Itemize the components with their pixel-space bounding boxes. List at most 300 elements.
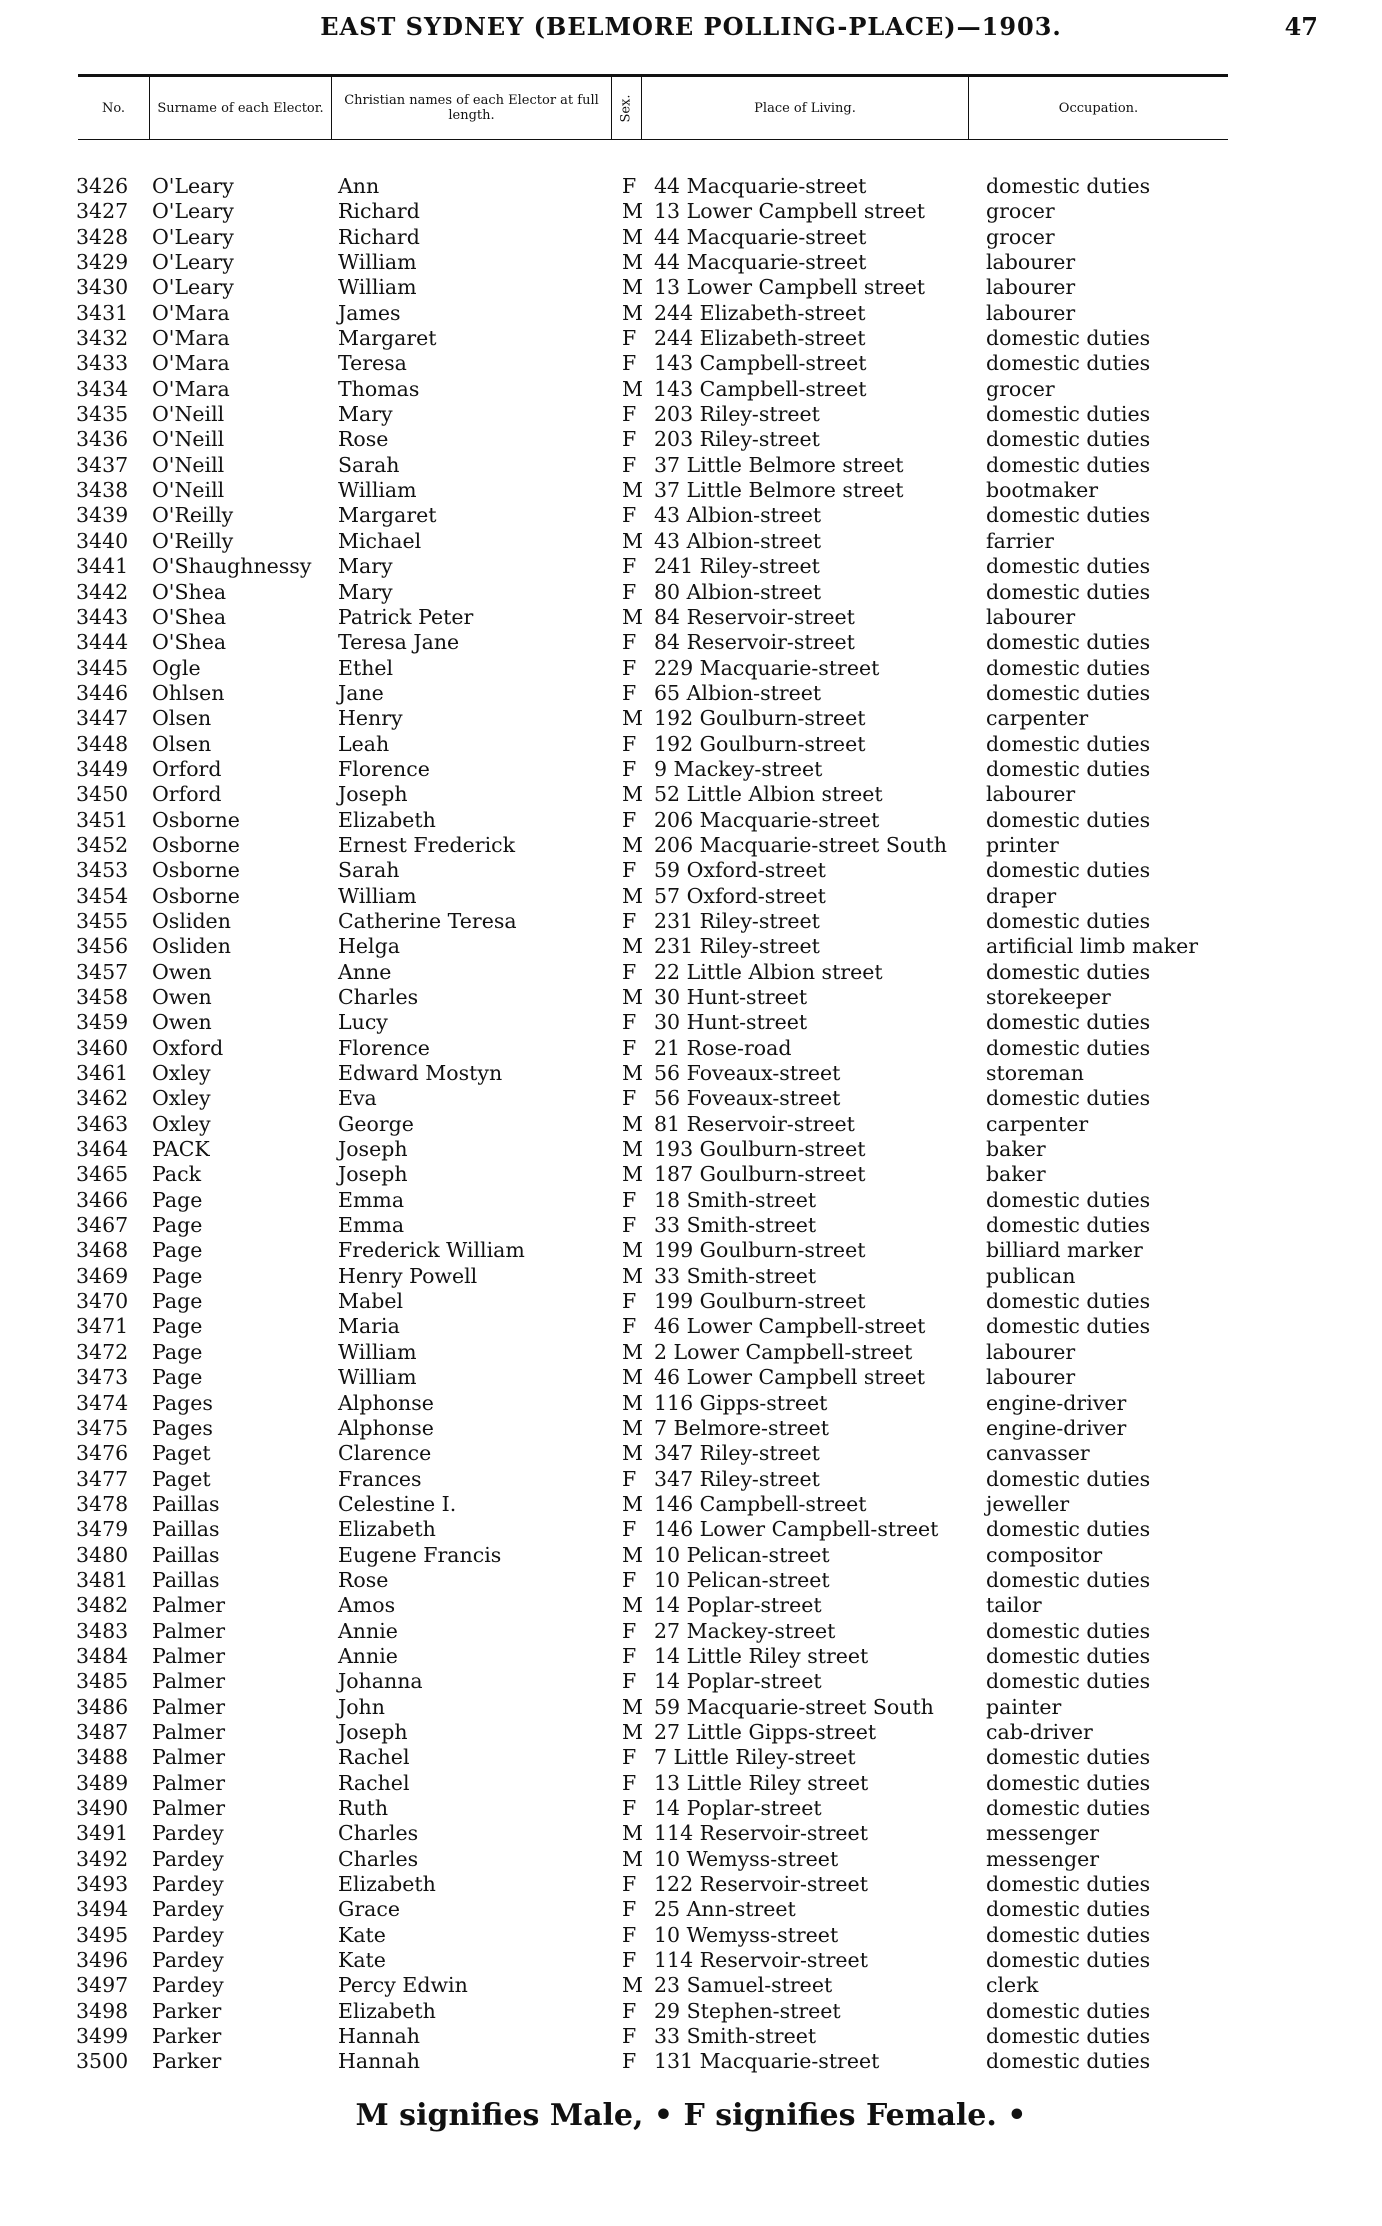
- elector-number: 3444: [76, 630, 129, 655]
- elector-occupation: baker: [986, 1137, 1046, 1162]
- elector-number: 3472: [76, 1339, 129, 1364]
- elector-sex: F: [622, 630, 637, 655]
- elector-christian-names: William: [338, 478, 417, 503]
- elector-christian-names: Catherine Teresa: [338, 908, 517, 933]
- elector-place-of-living: 143 Campbell-street: [654, 376, 867, 401]
- elector-occupation: labourer: [986, 1339, 1076, 1364]
- elector-number: 3469: [76, 1263, 129, 1288]
- elector-sex: M: [622, 1339, 643, 1364]
- elector-sex: F: [622, 1035, 637, 1060]
- elector-place-of-living: 46 Lower Campbell street: [654, 1365, 925, 1390]
- elector-surname: Pardey: [152, 1897, 224, 1922]
- elector-number: 3435: [76, 402, 129, 427]
- elector-number: 3440: [76, 528, 129, 553]
- elector-sex: M: [622, 1441, 643, 1466]
- elector-occupation: painter: [986, 1694, 1062, 1719]
- elector-surname: Oxford: [152, 1035, 224, 1060]
- elector-sex: F: [622, 174, 637, 198]
- elector-christian-names: Celestine I.: [338, 1491, 457, 1516]
- elector-surname: O'Leary: [152, 174, 234, 198]
- elector-place-of-living: 23 Samuel-street: [654, 1973, 833, 1998]
- elector-number: 3465: [76, 1162, 129, 1187]
- elector-occupation: domestic duties: [986, 1567, 1151, 1592]
- elector-place-of-living: 57 Oxford-street: [654, 883, 826, 908]
- elector-place-of-living: 56 Foveaux-street: [654, 1086, 841, 1111]
- elector-place-of-living: 44 Macquarie-street: [654, 250, 867, 275]
- page-title: EAST SYDNEY (BELMORE POLLING-PLACE)—1903.: [320, 12, 1062, 41]
- elector-place-of-living: 229 Macquarie-street: [654, 655, 880, 680]
- elector-sex: F: [622, 2049, 637, 2074]
- elector-surname: Parker: [152, 1998, 222, 2023]
- elector-sex: M: [622, 1719, 643, 1744]
- elector-number: 3451: [76, 807, 129, 832]
- elector-christian-names: Henry Powell: [338, 1263, 478, 1288]
- elector-surname: Palmer: [152, 1745, 226, 1770]
- elector-sex: F: [622, 959, 637, 984]
- elector-place-of-living: 56 Foveaux-street: [654, 1061, 841, 1086]
- elector-christian-names: Emma: [338, 1187, 405, 1212]
- elector-surname: Paget: [152, 1441, 211, 1466]
- elector-number: 3427: [76, 199, 129, 224]
- elector-number: 3456: [76, 934, 129, 959]
- elector-occupation: grocer: [986, 224, 1055, 249]
- elector-sex: M: [622, 1162, 643, 1187]
- elector-number: 3455: [76, 908, 129, 933]
- elector-christian-names: Richard: [338, 224, 420, 249]
- elector-christian-names: William: [338, 1365, 417, 1390]
- elector-place-of-living: 65 Albion-street: [654, 680, 822, 705]
- elector-christian-names: Maria: [338, 1314, 400, 1339]
- elector-christian-names: Margaret: [338, 503, 437, 528]
- elector-surname: Pack: [152, 1162, 201, 1187]
- elector-number: 3495: [76, 1922, 129, 1947]
- elector-number: 3434: [76, 376, 129, 401]
- elector-occupation: domestic duties: [986, 731, 1151, 756]
- elector-surname: Page: [152, 1213, 203, 1238]
- elector-number: 3442: [76, 579, 129, 604]
- elector-occupation: grocer: [986, 376, 1055, 401]
- elector-place-of-living: 14 Little Riley street: [654, 1643, 869, 1668]
- elector-surname: O'Leary: [152, 224, 234, 249]
- elector-number: 3466: [76, 1187, 129, 1212]
- elector-christian-names: Emma: [338, 1213, 405, 1238]
- elector-christian-names: William: [338, 1339, 417, 1364]
- column-header-christian-names: Christian names of each Elector at full length.: [332, 77, 612, 139]
- elector-occupation: baker: [986, 1162, 1046, 1187]
- elector-christian-names: Charles: [338, 1846, 419, 1871]
- elector-place-of-living: 13 Lower Campbell street: [654, 275, 925, 300]
- elector-place-of-living: 81 Reservoir-street: [654, 1111, 855, 1136]
- elector-sex: F: [622, 1998, 637, 2023]
- elector-number: 3430: [76, 275, 129, 300]
- elector-christian-names: Helga: [338, 934, 400, 959]
- elector-sex: M: [622, 275, 643, 300]
- elector-place-of-living: 347 Riley-street: [654, 1441, 820, 1466]
- elector-number: 3494: [76, 1897, 129, 1922]
- elector-occupation: clerk: [986, 1973, 1039, 1998]
- elector-number: 3431: [76, 300, 129, 325]
- elector-christian-names: Kate: [338, 1948, 386, 1973]
- elector-place-of-living: 199 Goulburn-street: [654, 1289, 866, 1314]
- elector-place-of-living: 37 Little Belmore street: [654, 478, 904, 503]
- elector-occupation: domestic duties: [986, 174, 1151, 198]
- elector-sex: M: [622, 1846, 643, 1871]
- elector-place-of-living: 84 Reservoir-street: [654, 604, 855, 629]
- elector-sex: M: [622, 1821, 643, 1846]
- elector-christian-names: Charles: [338, 985, 419, 1009]
- elector-christian-names: Ann: [338, 174, 380, 198]
- elector-number: 3497: [76, 1973, 129, 1998]
- elector-place-of-living: 30 Hunt-street: [654, 1010, 808, 1035]
- elector-sex: F: [622, 1086, 637, 1111]
- elector-surname: Pardey: [152, 1948, 224, 1973]
- elector-occupation: artificial limb maker: [986, 934, 1199, 959]
- elector-surname: Osborne: [152, 858, 240, 883]
- elector-christian-names: James: [338, 300, 401, 325]
- elector-christian-names: Alphonse: [338, 1415, 434, 1440]
- footer-note: M signifies Male, • F signifies Female. •: [355, 2098, 1027, 2133]
- elector-christian-names: Ernest Frederick: [338, 832, 516, 857]
- elector-christian-names: Joseph: [338, 782, 408, 807]
- elector-surname: O'Mara: [152, 351, 230, 376]
- elector-number: 3446: [76, 680, 129, 705]
- elector-sex: M: [622, 528, 643, 553]
- elector-number: 3460: [76, 1035, 129, 1060]
- elector-sex: M: [622, 934, 643, 959]
- elector-surname: O'Reilly: [152, 503, 234, 528]
- elector-occupation: storeman: [986, 1061, 1084, 1086]
- elector-surname: O'Neill: [152, 452, 225, 477]
- elector-occupation: domestic duties: [986, 1796, 1151, 1820]
- elector-occupation: domestic duties: [986, 858, 1151, 883]
- elector-christian-names: Florence: [338, 1035, 430, 1060]
- elector-surname: O'Shea: [152, 579, 227, 604]
- elector-surname: Page: [152, 1187, 203, 1212]
- elector-place-of-living: 206 Macquarie-street South: [654, 832, 947, 857]
- elector-surname: O'Mara: [152, 300, 230, 325]
- elector-sex: F: [622, 807, 637, 832]
- elector-place-of-living: 14 Poplar-street: [654, 1593, 822, 1618]
- elector-place-of-living: 9 Mackey-street: [654, 756, 823, 781]
- elector-number: 3429: [76, 250, 129, 275]
- elector-sex: M: [622, 1111, 643, 1136]
- elector-surname: Paillas: [152, 1491, 220, 1516]
- elector-number: 3452: [76, 832, 129, 857]
- elector-sex: M: [622, 832, 643, 857]
- elector-occupation: tailor: [986, 1593, 1042, 1618]
- elector-number: 3470: [76, 1289, 129, 1314]
- elector-sex: M: [622, 250, 643, 275]
- elector-place-of-living: 59 Macquarie-street South: [654, 1694, 934, 1719]
- elector-number: 3439: [76, 503, 129, 528]
- elector-number: 3484: [76, 1643, 129, 1668]
- elector-place-of-living: 206 Macquarie-street: [654, 807, 880, 832]
- elector-number: 3487: [76, 1719, 129, 1744]
- elector-occupation: domestic duties: [986, 1922, 1151, 1947]
- elector-occupation: labourer: [986, 300, 1076, 325]
- elector-surname: O'Neill: [152, 402, 225, 427]
- elector-surname: Pages: [152, 1390, 213, 1415]
- elector-occupation: billiard marker: [986, 1238, 1143, 1263]
- elector-occupation: domestic duties: [986, 1086, 1151, 1111]
- elector-number: 3489: [76, 1770, 129, 1795]
- elector-occupation: domestic duties: [986, 1314, 1151, 1339]
- elector-occupation: engine-driver: [986, 1390, 1127, 1415]
- elector-surname: O'Leary: [152, 199, 234, 224]
- elector-place-of-living: 44 Macquarie-street: [654, 174, 867, 198]
- elector-surname: Oxley: [152, 1061, 211, 1086]
- elector-place-of-living: 146 Lower Campbell-street: [654, 1517, 939, 1542]
- column-header-surname: Surname of each Elector.: [150, 77, 332, 139]
- elector-surname: Paillas: [152, 1517, 220, 1542]
- elector-place-of-living: 114 Reservoir-street: [654, 1948, 868, 1973]
- elector-place-of-living: 203 Riley-street: [654, 427, 820, 452]
- elector-occupation: domestic duties: [986, 655, 1151, 680]
- elector-number: 3499: [76, 2024, 129, 2049]
- elector-number: 3478: [76, 1491, 129, 1516]
- elector-occupation: grocer: [986, 199, 1055, 224]
- elector-occupation: labourer: [986, 782, 1076, 807]
- elector-number: 3432: [76, 326, 129, 351]
- elector-occupation: domestic duties: [986, 503, 1151, 528]
- elector-sex: F: [622, 452, 637, 477]
- elector-sex: F: [622, 1922, 637, 1947]
- elector-sex: F: [622, 1669, 637, 1694]
- elector-christian-names: Rose: [338, 427, 389, 452]
- elector-sex: M: [622, 1365, 643, 1390]
- elector-sex: F: [622, 655, 637, 680]
- elector-place-of-living: 33 Smith-street: [654, 1213, 817, 1238]
- elector-surname: Palmer: [152, 1643, 226, 1668]
- elector-occupation: domestic duties: [986, 579, 1151, 604]
- elector-sex: M: [622, 985, 643, 1009]
- elector-christian-names: Ruth: [338, 1796, 389, 1820]
- elector-number: 3496: [76, 1948, 129, 1973]
- elector-number: 3479: [76, 1517, 129, 1542]
- elector-christian-names: Mabel: [338, 1289, 404, 1314]
- elector-surname: Osborne: [152, 883, 240, 908]
- elector-surname: Page: [152, 1238, 203, 1263]
- elector-sex: F: [622, 326, 637, 351]
- elector-place-of-living: 7 Little Riley-street: [654, 1745, 856, 1770]
- elector-christian-names: Eugene Francis: [338, 1542, 502, 1567]
- elector-place-of-living: 29 Stephen-street: [654, 1998, 841, 2023]
- elector-christian-names: Amos: [338, 1593, 396, 1618]
- elector-sex: M: [622, 1061, 643, 1086]
- elector-place-of-living: 241 Riley-street: [654, 554, 820, 579]
- elector-christian-names: Florence: [338, 756, 430, 781]
- elector-sex: F: [622, 1187, 637, 1212]
- elector-sex: M: [622, 706, 643, 731]
- elector-number: 3457: [76, 959, 129, 984]
- elector-place-of-living: 37 Little Belmore street: [654, 452, 904, 477]
- elector-place-of-living: 10 Wemyss-street: [654, 1922, 839, 1947]
- elector-christian-names: Hannah: [338, 2024, 420, 2049]
- elector-surname: Pardey: [152, 1821, 224, 1846]
- elector-number: 3477: [76, 1466, 129, 1491]
- elector-christian-names: Thomas: [338, 376, 420, 401]
- elector-sex: F: [622, 1466, 637, 1491]
- elector-sex: F: [622, 1289, 637, 1314]
- elector-surname: Orford: [152, 782, 222, 807]
- elector-occupation: domestic duties: [986, 630, 1151, 655]
- elector-christian-names: Rachel: [338, 1745, 410, 1770]
- elector-sex: F: [622, 756, 637, 781]
- elector-sex: M: [622, 782, 643, 807]
- elector-place-of-living: 146 Campbell-street: [654, 1491, 867, 1516]
- elector-christian-names: William: [338, 883, 417, 908]
- elector-number: 3453: [76, 858, 129, 883]
- elector-occupation: domestic duties: [986, 351, 1151, 376]
- elector-occupation: canvasser: [986, 1441, 1090, 1466]
- elector-place-of-living: 80 Albion-street: [654, 579, 822, 604]
- elector-sex: M: [622, 300, 643, 325]
- elector-christian-names: Edward Mostyn: [338, 1061, 503, 1086]
- elector-number: 3437: [76, 452, 129, 477]
- elector-surname: O'Mara: [152, 326, 230, 351]
- elector-christian-names: Mary: [338, 554, 393, 579]
- elector-occupation: domestic duties: [986, 756, 1151, 781]
- elector-number: 3461: [76, 1061, 129, 1086]
- elector-occupation: domestic duties: [986, 1289, 1151, 1314]
- elector-surname: O'Shea: [152, 630, 227, 655]
- elector-place-of-living: 14 Poplar-street: [654, 1669, 822, 1694]
- elector-place-of-living: 347 Riley-street: [654, 1466, 820, 1491]
- elector-occupation: messenger: [986, 1846, 1100, 1871]
- elector-occupation: domestic duties: [986, 2024, 1151, 2049]
- elector-sex: F: [622, 908, 637, 933]
- elector-sex: M: [622, 376, 643, 401]
- elector-place-of-living: 231 Riley-street: [654, 934, 820, 959]
- elector-sex: M: [622, 1415, 643, 1440]
- elector-number: 3450: [76, 782, 129, 807]
- elector-place-of-living: 192 Goulburn-street: [654, 706, 866, 731]
- elector-occupation: domestic duties: [986, 452, 1151, 477]
- elector-surname: Olsen: [152, 706, 212, 731]
- elector-sex: F: [622, 1872, 637, 1897]
- elector-occupation: engine-driver: [986, 1415, 1127, 1440]
- elector-place-of-living: 143 Campbell-street: [654, 351, 867, 376]
- elector-place-of-living: 13 Lower Campbell street: [654, 199, 925, 224]
- elector-occupation: labourer: [986, 250, 1076, 275]
- elector-sex: M: [622, 1973, 643, 1998]
- elector-christian-names: Sarah: [338, 452, 400, 477]
- elector-place-of-living: 25 Ann-street: [654, 1897, 796, 1922]
- elector-place-of-living: 27 Mackey-street: [654, 1618, 836, 1643]
- elector-occupation: cab-driver: [986, 1719, 1093, 1744]
- elector-occupation: printer: [986, 832, 1059, 857]
- elector-number: 3498: [76, 1998, 129, 2023]
- elector-place-of-living: 52 Little Albion street: [654, 782, 883, 807]
- elector-surname: Osliden: [152, 908, 231, 933]
- elector-number: 3459: [76, 1010, 129, 1035]
- elector-sex: F: [622, 2024, 637, 2049]
- elector-number: 3436: [76, 427, 129, 452]
- elector-sex: F: [622, 680, 637, 705]
- elector-occupation: carpenter: [986, 1111, 1089, 1136]
- elector-occupation: domestic duties: [986, 1010, 1151, 1035]
- elector-christian-names: Charles: [338, 1821, 419, 1846]
- elector-occupation: domestic duties: [986, 959, 1151, 984]
- elector-surname: Pardey: [152, 1973, 224, 1998]
- elector-place-of-living: 199 Goulburn-street: [654, 1238, 866, 1263]
- elector-number: 3433: [76, 351, 129, 376]
- elector-sex: F: [622, 427, 637, 452]
- elector-place-of-living: 231 Riley-street: [654, 908, 820, 933]
- elector-place-of-living: 244 Elizabeth-street: [654, 300, 866, 325]
- elector-sex: F: [622, 579, 637, 604]
- elector-sex: F: [622, 1897, 637, 1922]
- elector-number: 3428: [76, 224, 129, 249]
- elector-number: 3493: [76, 1872, 129, 1897]
- elector-number: 3438: [76, 478, 129, 503]
- elector-christian-names: Elizabeth: [338, 1517, 436, 1542]
- elector-christian-names: Anne: [338, 959, 392, 984]
- elector-occupation: carpenter: [986, 706, 1089, 731]
- elector-surname: Paillas: [152, 1567, 220, 1592]
- elector-place-of-living: 44 Macquarie-street: [654, 224, 867, 249]
- elector-surname: O'Neill: [152, 427, 225, 452]
- elector-number: 3483: [76, 1618, 129, 1643]
- elector-surname: Owen: [152, 985, 212, 1009]
- elector-sex: F: [622, 1770, 637, 1795]
- elector-sex: M: [622, 604, 643, 629]
- elector-occupation: messenger: [986, 1821, 1100, 1846]
- elector-place-of-living: 114 Reservoir-street: [654, 1821, 868, 1846]
- elector-christian-names: Lucy: [338, 1010, 388, 1035]
- elector-occupation: domestic duties: [986, 680, 1151, 705]
- elector-occupation: domestic duties: [986, 1643, 1151, 1668]
- elector-number: 3445: [76, 655, 129, 680]
- elector-number: 3491: [76, 1821, 129, 1846]
- elector-occupation: domestic duties: [986, 1669, 1151, 1694]
- elector-surname: O'Shaughnessy: [152, 554, 312, 579]
- elector-sex: M: [622, 478, 643, 503]
- elector-place-of-living: 14 Poplar-street: [654, 1796, 822, 1820]
- elector-place-of-living: 33 Smith-street: [654, 2024, 817, 2049]
- elector-number: 3449: [76, 756, 129, 781]
- column-header-no: No.: [78, 77, 150, 139]
- elector-place-of-living: 21 Rose-road: [654, 1035, 792, 1060]
- elector-occupation: storekeeper: [986, 985, 1111, 1009]
- elector-surname: Page: [152, 1289, 203, 1314]
- elector-place-of-living: 187 Goulburn-street: [654, 1162, 866, 1187]
- elector-christian-names: Frances: [338, 1466, 422, 1491]
- elector-christian-names: Richard: [338, 199, 420, 224]
- column-header-sex: [612, 77, 642, 139]
- elector-surname: Palmer: [152, 1719, 226, 1744]
- elector-christian-names: William: [338, 250, 417, 275]
- elector-surname: Owen: [152, 1010, 212, 1035]
- elector-number: 3467: [76, 1213, 129, 1238]
- elector-christian-names: Rachel: [338, 1770, 410, 1795]
- elector-place-of-living: 30 Hunt-street: [654, 985, 808, 1009]
- elector-place-of-living: 33 Smith-street: [654, 1263, 817, 1288]
- elector-number: 3468: [76, 1238, 129, 1263]
- elector-sex: F: [622, 858, 637, 883]
- elector-number: 3426: [76, 174, 129, 198]
- column-header-occupation: Occupation.: [1058, 100, 1139, 116]
- elector-occupation: domestic duties: [986, 1035, 1151, 1060]
- elector-christian-names: Hannah: [338, 2049, 420, 2074]
- elector-place-of-living: 7 Belmore-street: [654, 1415, 830, 1440]
- elector-occupation: farrier: [986, 528, 1054, 553]
- elector-occupation: jeweller: [986, 1491, 1070, 1516]
- elector-christian-names: Ethel: [338, 655, 394, 680]
- elector-number: 3443: [76, 604, 129, 629]
- elector-surname: Oxley: [152, 1086, 211, 1111]
- elector-sex: M: [622, 1390, 643, 1415]
